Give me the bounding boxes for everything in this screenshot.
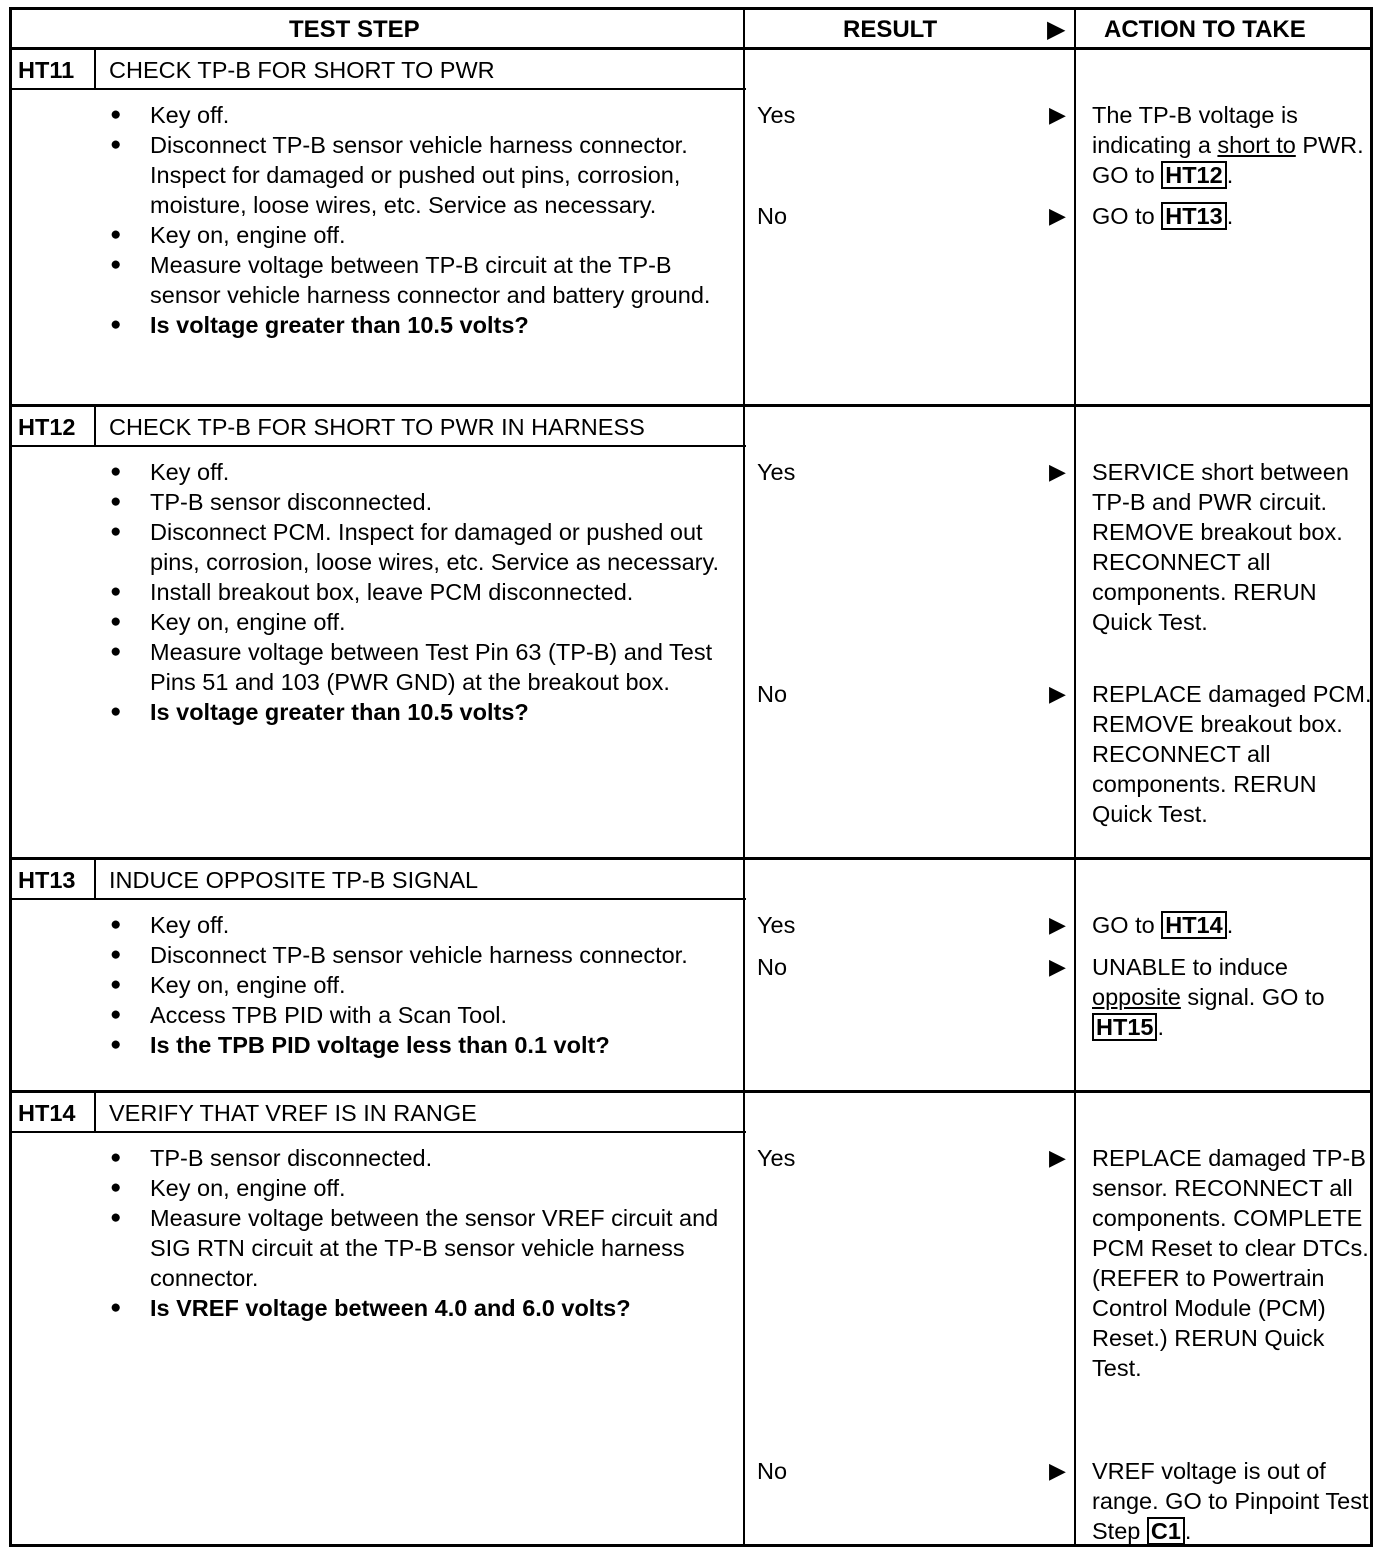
step-bullets	[110, 100, 740, 340]
bullet-item: ● TP-B sensor disconnected.	[110, 1143, 740, 1173]
header-action: ACTION TO TAKE	[1104, 16, 1306, 43]
result-yes: Yes	[757, 1145, 796, 1171]
bullet-item: ● Key on, engine off.	[110, 1173, 740, 1203]
step-row-ht11	[12, 50, 1370, 405]
bullet-item: ● Key off.	[110, 910, 740, 940]
bullet-item: ● Key on, engine off.	[110, 220, 740, 250]
bullet-item: ● Disconnect TP-B sensor vehicle harness connector. Inspect for damaged or pushed out pins, corrosion, moisture, loose wires, etc. Service as necessary.	[110, 130, 740, 220]
arrow-icon: ▶	[1049, 1458, 1066, 1483]
arrow-icon: ▶	[1049, 681, 1066, 706]
step-id: HT11	[12, 50, 96, 90]
result-yes: Yes	[757, 102, 796, 128]
bullet-item: ● Disconnect TP-B sensor vehicle harness connector.	[110, 940, 740, 970]
arrow-icon: ▶	[1049, 203, 1066, 228]
step-row-ht14	[12, 1090, 1370, 1544]
bullet-item: ● Disconnect PCM. Inspect for damaged or pushed out pins, corrosion, loose wires, etc. Service as necessary.	[110, 517, 740, 577]
action-no: UNABLE to induce opposite signal. GO to HT15 .	[1092, 954, 1325, 1040]
bullet-item: ● Install breakout box, leave PCM disconnected.	[110, 577, 740, 607]
result-yes: Yes	[757, 459, 796, 485]
step-ref-ht14[interactable]: HT14	[1161, 911, 1226, 939]
arrow-icon: ▶	[1049, 954, 1066, 979]
bullet-item: ● Access TPB PID with a Scan Tool.	[110, 1000, 740, 1030]
bullet-item: ● Key on, engine off.	[110, 970, 740, 1000]
step-row-ht12	[12, 404, 1370, 858]
step-title: CHECK TP-B FOR SHORT TO PWR IN HARNESS	[96, 407, 746, 447]
step-bullets	[110, 910, 740, 1060]
bullet-item: ● Measure voltage between the sensor VREF circuit and SIG RTN circuit at the TP-B sensor vehicle harness connector.	[110, 1203, 740, 1293]
result-no: No	[757, 954, 788, 980]
step-bullets	[110, 457, 740, 727]
step-row-ht13	[12, 857, 1370, 1091]
bullet-question: ● Is voltage greater than 10.5 volts?	[110, 310, 740, 340]
step-ref-ht15[interactable]: HT15	[1092, 1013, 1157, 1041]
arrow-icon: ▶	[1049, 459, 1066, 484]
arrow-icon: ▶	[1049, 1145, 1066, 1170]
bullet-question: ● Is VREF voltage between 4.0 and 6.0 volts?	[110, 1293, 740, 1323]
step-id: HT12	[12, 407, 96, 447]
step-ref-ht12[interactable]: HT12	[1161, 161, 1226, 189]
result-no: No	[757, 203, 788, 229]
header-result: RESULT	[843, 16, 938, 43]
step-id: HT14	[12, 1093, 96, 1133]
diagnostic-table	[9, 7, 1373, 1547]
arrow-icon: ▶	[1049, 102, 1066, 127]
bullet-item: ● TP-B sensor disconnected.	[110, 487, 740, 517]
header-test-step: TEST STEP	[289, 16, 420, 43]
step-ref-c1[interactable]: C1	[1147, 1517, 1185, 1545]
table-header	[12, 10, 1370, 50]
bullet-item: ● Key off.	[110, 457, 740, 487]
result-no: No	[757, 681, 788, 707]
result-no: No	[757, 1458, 788, 1484]
step-bullets	[110, 1143, 740, 1323]
action-yes: The TP-B voltage is indicating a short to PWR. GO to HT12 .	[1092, 102, 1364, 188]
action-no: VREF voltage is out of range. GO to Pinpoint Test Step C1 .	[1092, 1458, 1369, 1544]
step-id: HT13	[12, 860, 96, 900]
bullet-item: ● Key off.	[110, 100, 740, 130]
action-no: GO to HT13 .	[1092, 203, 1234, 229]
action-yes: SERVICE short between TP-B and PWR circuit. REMOVE breakout box. RECONNECT all components. RERUN Quick Test.	[1092, 459, 1349, 635]
bullet-item: ● Measure voltage between TP-B circuit at the TP-B sensor vehicle harness connector and battery ground.	[110, 250, 740, 310]
step-title: CHECK TP-B FOR SHORT TO PWR	[96, 50, 746, 90]
bullet-item: ● Measure voltage between Test Pin 63 (TP-B) and Test Pins 51 and 103 (PWR GND) at the breakout box.	[110, 637, 740, 697]
bullet-question: ● Is the TPB PID voltage less than 0.1 volt?	[110, 1030, 740, 1060]
action-yes: GO to HT14 .	[1092, 912, 1234, 938]
header-arrow-icon: ▶	[1047, 16, 1066, 43]
step-title: VERIFY THAT VREF IS IN RANGE	[96, 1093, 746, 1133]
action-yes: REPLACE damaged TP-B sensor. RECONNECT all components. COMPLETE PCM Reset to clear DTCs. (REFER to Powertrain Control Module (PCM) Reset.) RERUN Quick Test.	[1092, 1145, 1369, 1381]
arrow-icon: ▶	[1049, 912, 1066, 937]
bullet-item: ● Key on, engine off.	[110, 607, 740, 637]
step-ref-ht13[interactable]: HT13	[1161, 202, 1226, 230]
action-no: REPLACE damaged PCM. REMOVE breakout box. RECONNECT all components. RERUN Quick Test.	[1092, 681, 1372, 827]
bullet-question: ● Is voltage greater than 10.5 volts?	[110, 697, 740, 727]
result-yes: Yes	[757, 912, 796, 938]
step-title: INDUCE OPPOSITE TP-B SIGNAL	[96, 860, 746, 900]
